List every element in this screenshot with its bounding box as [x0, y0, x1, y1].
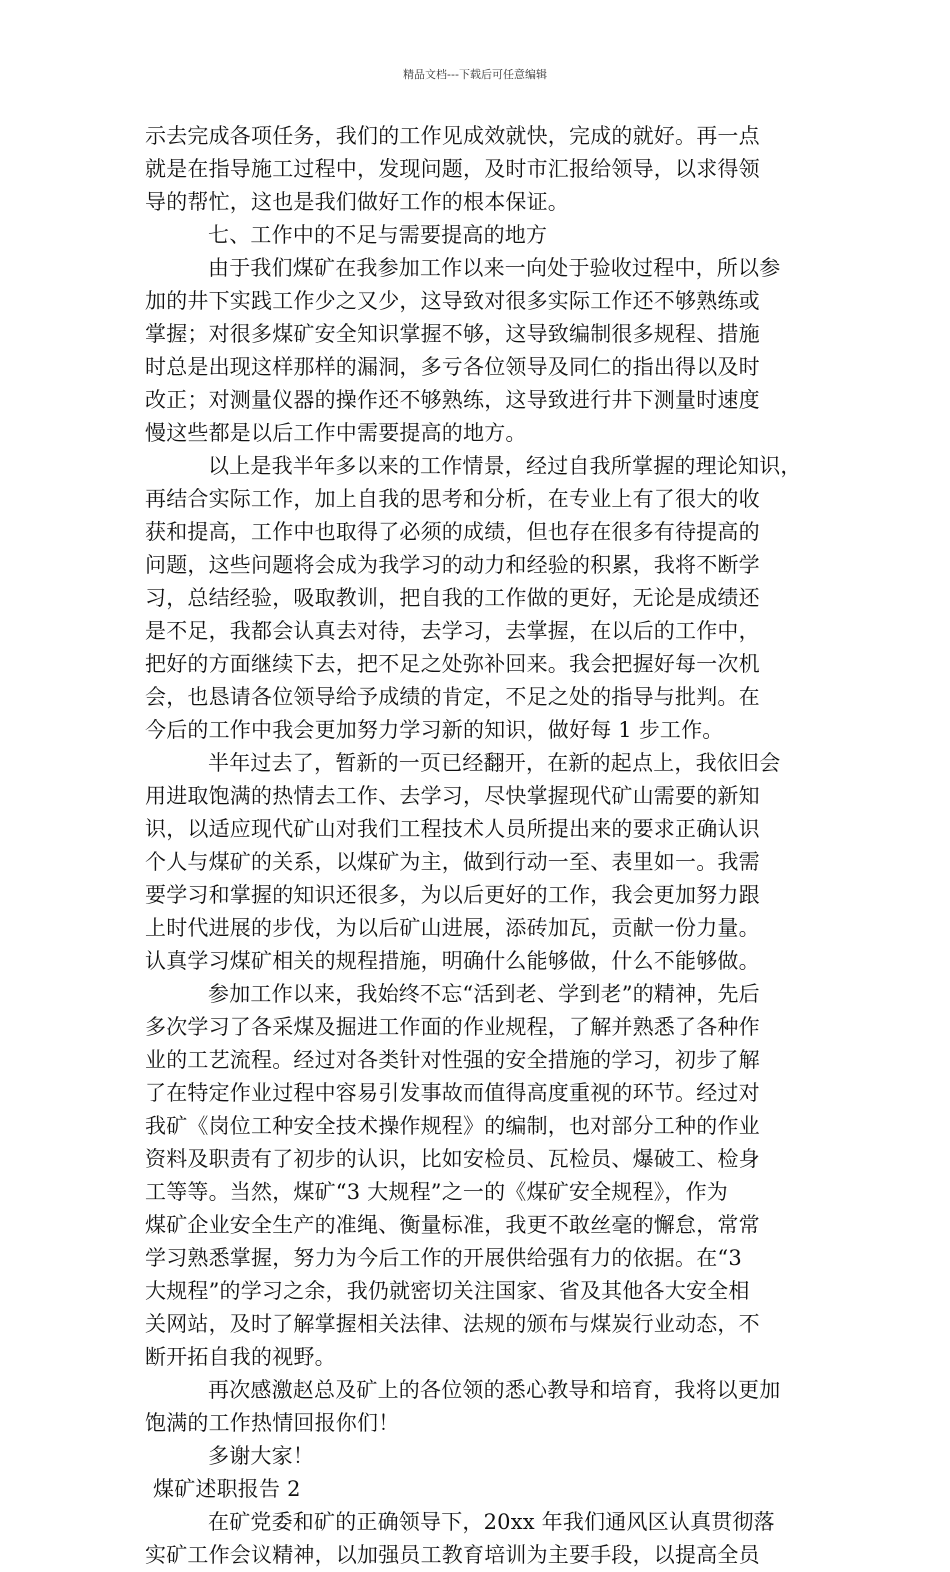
section-title: [145, 1473, 810, 1506]
text-line: 导的帮忙，这也是我们做好工作的根本保证。: [145, 190, 569, 214]
text-line: 多谢大家！: [208, 1444, 314, 1468]
text-line: 识，以适应现代矿山对我们工程技术人员所提出来的要求正确认识: [145, 817, 760, 841]
text-line: 半年过去了，暂新的一页已经翻开，在新的起点上，我依旧会: [208, 751, 781, 775]
paragraph: [145, 252, 810, 450]
text-line: 会，也恳请各位领导给予成绩的肯定，不足之处的指导与批判。在: [145, 685, 760, 709]
paragraph: [145, 120, 810, 219]
text-line: 就是在指导施工过程中，发现问题，及时市汇报给领导，以求得领: [145, 157, 760, 181]
text-line: 煤矿企业安全生产的准绳、衡量标准，我更不敢丝毫的懈怠，常常: [145, 1213, 760, 1237]
text-line: 慢这些都是以后工作中需要提高的地方。: [145, 421, 527, 445]
text-line: 关网站，及时了解掌握相关法律、法规的颁布与煤炭行业动态，不: [145, 1312, 760, 1336]
text-line: 了在特定作业过程中容易引发事故而值得高度重视的环节。经过对: [145, 1081, 760, 1105]
text-line: 参加工作以来，我始终不忘“活到老、学到老”的精神，先后: [208, 982, 760, 1006]
text-line: 把好的方面继续下去，把不足之处弥补回来。我会把握好每一次机: [145, 652, 760, 676]
text-line: 实矿工作会议精神，以加强员工教育培训为主要手段，以提高全员: [145, 1543, 760, 1567]
page-header: 精品文档---下载后可任意编辑: [403, 68, 547, 81]
text-line: 认真学习煤矿相关的规程措施，明确什么能够做，什么不能够做。: [145, 949, 760, 973]
text-line: 多次学习了各采煤及掘进工作面的作业规程，了解并熟悉了各种作: [145, 1015, 760, 1039]
text-line: 习，总结经验，吸取教训，把自我的工作做的更好，无论是成绩还: [145, 586, 760, 610]
text-line: 大规程”的学习之余，我仍就密切关注国家、省及其他各大安全相: [145, 1279, 750, 1303]
document-body: [145, 120, 810, 1572]
text-line: 我矿《岗位工种安全技术操作规程》的编制，也对部分工种的作业: [145, 1114, 760, 1138]
section-heading: [145, 219, 810, 252]
text-line: 七、工作中的不足与需要提高的地方: [208, 223, 548, 247]
text-line: 业的工艺流程。经过对各类针对性强的安全措施的学习，初步了解: [145, 1048, 760, 1072]
paragraph: [145, 978, 810, 1374]
paragraph: [145, 450, 810, 747]
text-line: 个人与煤矿的关系，以煤矿为主，做到行动一至、表里如一。我需: [145, 850, 760, 874]
text-line: 用进取饱满的热情去工作、去学习，尽快掌握现代矿山需要的新知: [145, 784, 760, 808]
text-line: 再结合实际工作，加上自我的思考和分析，在专业上有了很大的收: [145, 487, 760, 511]
text-line: 由于我们煤矿在我参加工作以来一向处于验收过程中，所以参: [208, 256, 781, 280]
text-line: 时总是出现这样那样的漏洞，多亏各位领导及同仁的指出得以及时: [145, 355, 760, 379]
text-line: 上时代进展的步伐，为以后矿山进展，添砖加瓦，贡献一份力量。: [145, 916, 760, 940]
text-line: 获和提高，工作中也取得了必须的成绩，但也存在很多有待提高的: [145, 520, 760, 544]
text-line: 掌握；对很多煤矿安全知识掌握不够，这导致编制很多规程、措施: [145, 322, 760, 346]
paragraph: [145, 1374, 810, 1440]
text-line: 问题，这些问题将会成为我学习的动力和经验的积累，我将不断学: [145, 553, 760, 577]
text-line: 断开拓自我的视野。: [145, 1345, 336, 1369]
text-line: 煤矿述职报告 2: [153, 1477, 301, 1501]
text-line: 要学习和掌握的知识还很多，为以后更好的工作，我会更加努力跟: [145, 883, 760, 907]
text-line: 学习熟悉掌握，努力为今后工作的开展供给强有力的依据。在“3: [145, 1246, 742, 1270]
paragraph: [145, 1506, 810, 1572]
text-line: 今后的工作中我会更加努力学习新的知识，做好每 1 步工作。: [145, 718, 724, 742]
text-line: 是不足，我都会认真去对待，去学习，去掌握，在以后的工作中，: [145, 619, 760, 643]
text-line: 以上是我半年多以来的工作情景，经过自我所掌握的理论知识，: [208, 454, 802, 478]
text-line: 改正；对测量仪器的操作还不够熟练，这导致进行井下测量时速度: [145, 388, 760, 412]
text-line: 加的井下实践工作少之又少，这导致对很多实际工作还不够熟练或: [145, 289, 760, 313]
paragraph: [145, 1440, 810, 1473]
text-line: 在矿党委和矿的正确领导下，20xx 年我们通风区认真贯彻落: [208, 1510, 775, 1534]
text-line: 资料及职责有了初步的认识，比如安检员、瓦检员、爆破工、检身: [145, 1147, 760, 1171]
text-line: 再次感激赵总及矿上的各位领的悉心教导和培育，我将以更加: [208, 1378, 781, 1402]
text-line: 示去完成各项任务，我们的工作见成效就快，完成的就好。再一点: [145, 124, 760, 148]
paragraph: [145, 747, 810, 978]
text-line: 饱满的工作热情回报你们！: [145, 1411, 400, 1435]
text-line: 工等等。当然，煤矿“3 大规程”之一的《煤矿安全规程》，作为: [145, 1180, 729, 1204]
